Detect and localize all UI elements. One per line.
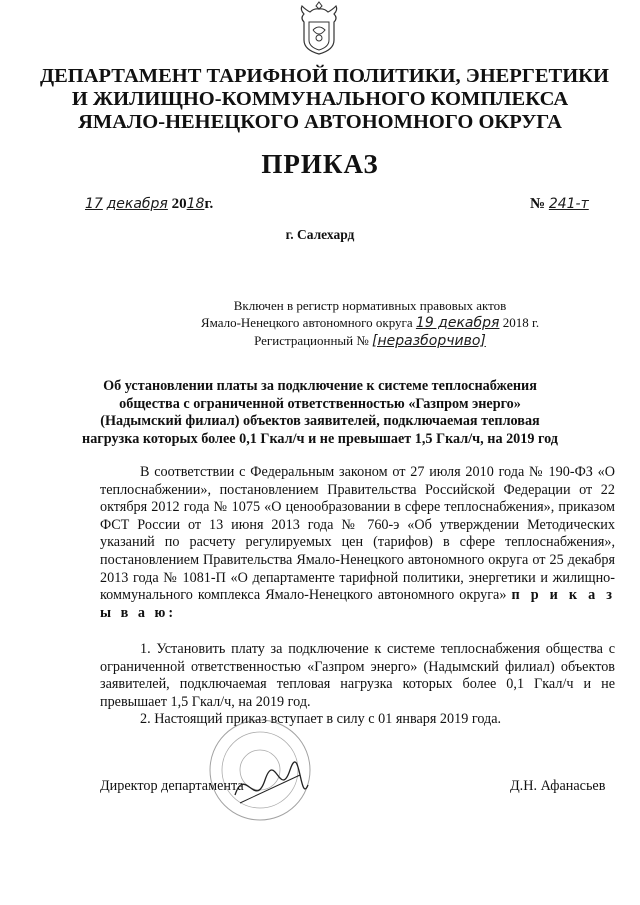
date-year-end: г. — [204, 196, 214, 212]
coat-of-arms-icon — [296, 0, 342, 56]
order-date — [85, 196, 213, 213]
registry-note — [190, 297, 550, 350]
document-type: ПРИКАЗ — [261, 149, 379, 179]
order-subject — [60, 378, 580, 448]
registry-number-label: Регистрационный № — [254, 333, 369, 348]
registry-date-handwritten: 19 декабря — [415, 315, 500, 331]
order-number — [530, 196, 589, 213]
subject-line-4: нагрузка которых более 0,1 Гкал/ч и не превышает 1,5 Гкал/ч, на 2019 год — [82, 430, 558, 447]
registry-number-handwritten: [неразборчиво] — [372, 333, 486, 349]
order-item-1: 1. Установить плату за подключение к системе теплоснабжения общества с ограниченной ответственностью «Газпром энерго» (Надымский филиал) объектов заявителей, подключаемая тепловая нагрузка которых более 0,1 Гкал/ч и не превышает 1,5 Гкал/ч, на 2019 год. — [100, 641, 615, 710]
city: г. Салехард — [285, 227, 355, 242]
signatory-name: Д.Н. Афанасьев — [510, 778, 606, 794]
preamble-paragraph — [100, 464, 615, 622]
subject-line-2: общества с ограниченной ответственностью «Газпром энерго» — [119, 395, 521, 412]
order-item-2: 2. Настоящий приказ вступает в силу с 01 января 2019 года. — [140, 711, 502, 728]
order-word: п р и к а з ы в а ю: — [100, 587, 615, 621]
signatory-position: Директор департамента — [100, 778, 244, 794]
subject-line-1: Об установлении платы за подключение к системе теплоснабжения — [103, 378, 537, 394]
date-month: декабря — [106, 196, 168, 212]
preamble-text: В соответствии с Федеральным законом от 27 июля 2010 года № 190-ФЗ «О теплоснабжении», постановлением Правительства Российской Федерации от 22 октября 2012 года № 1075 «О ценообразовании в сфере теплоснабжения», приказом ФСТ России от 13 июня 2013 года № 760-э «Об утверждении Методических указаний по расчету регулируемых цен (тарифов) в сфере теплоснабжения», постановлением Правительства Ямало-Ненецкого автономного округа от 25 декабря 2013 года № 1081-П «О департаменте тарифной политики, энергетики и жилищно-коммунального комплекса Ямало-Ненецкого автономного округа» — [100, 464, 615, 604]
date-year-suffix: 18 — [186, 196, 205, 212]
registry-line-1: Включен в регистр нормативных правовых актов — [233, 298, 507, 313]
subject-line-3: (Надымский филиал) объектов заявителей, подключаемая тепловая — [100, 413, 540, 429]
date-year-prefix: 20 — [171, 196, 187, 212]
preamble — [100, 464, 615, 622]
dept-line-2: И ЖИЛИЩНО-КОММУНАЛЬНОГО КОМПЛЕКСА — [71, 88, 569, 110]
registry-line-2-suffix: 2018 г. — [502, 315, 540, 330]
registry-line-3 — [190, 332, 550, 350]
order-items — [100, 641, 615, 729]
registry-line-2 — [190, 314, 550, 332]
number-value: 241-т — [548, 196, 589, 212]
department-name — [40, 65, 609, 134]
registry-line-2-prefix: Ямало-Ненецкого автономного округа — [200, 315, 413, 330]
dept-line-3: ЯМАЛО-НЕНЕЦКОГО АВТОНОМНОГО ОКРУГА — [78, 111, 562, 133]
number-prefix: № — [530, 196, 546, 212]
date-day: 17 — [85, 196, 103, 212]
dept-line-1: ДЕПАРТАМЕНТ ТАРИФНОЙ ПОЛИТИКИ, ЭНЕРГЕТИКИ — [40, 65, 609, 87]
